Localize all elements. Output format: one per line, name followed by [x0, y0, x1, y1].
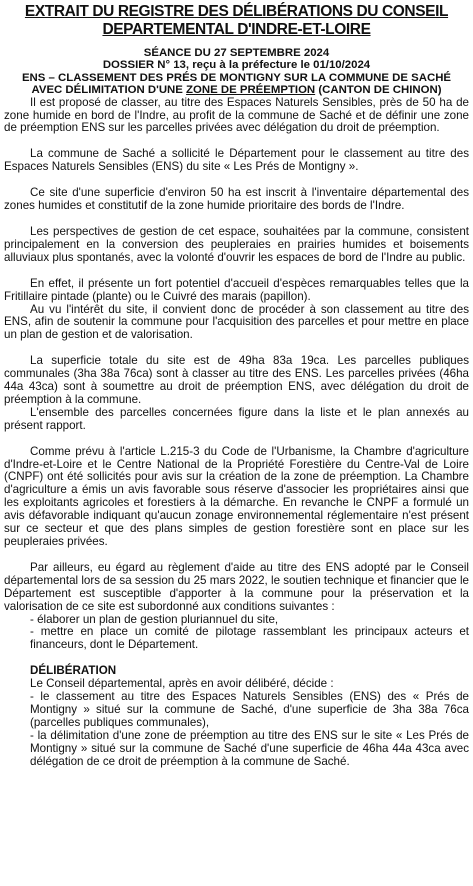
subject-line-2-end: (CANTON DE CHINON) — [315, 84, 442, 97]
paragraph-conditions: Par ailleurs, eu égard au règlement d'aide au titre des ENS adopté par le Conseil départemental lors de sa session du 25 mars 2022, le soutien technique et financier que le Département est susceptible d'apporter à la commune pour la préservation et la valorisation de ce site est subordonné aux conditions suivantes : — [4, 560, 469, 613]
deliberation-item-1: - le classement au titre des Espaces Naturels Sensibles (ENS) des « Prés de Montigny » situé sur la commune de Saché, d'une superficie de 3ha 38a 76ca (parcelles publiques communales), — [30, 690, 469, 729]
session-date: SÉANCE DU 27 SEPTEMBRE 2024 — [143, 47, 330, 59]
dossier-number: DOSSIER N° 13, reçu à la préfecture le 01/10/2024 — [102, 59, 371, 72]
paragraph-parcels: L'ensemble des parcelles concernées figure dans la liste et le plan annexés au présent rapport. — [4, 405, 469, 432]
paragraph-perspectives: Les perspectives de gestion de cet espace, souhaitées par la commune, consistent principalement en la conversion des peupleraies en prairies humides et boisements alluviaux plus spontanés, avec la volonté d'ouvrir les espaces de bord de l'Indre au public. — [4, 224, 469, 264]
session-header — [4, 47, 469, 97]
condition-item-1: - élaborer un plan de gestion pluriannuel du site, — [30, 612, 279, 626]
subject-line-2-start: AVEC DÉLIMITATION D'UNE — [31, 84, 187, 97]
document-title-line-1: EXTRAIT DU REGISTRE DES DÉLIBÉRATIONS DU CONSEIL — [24, 3, 449, 20]
subject-line-1: ENS – CLASSEMENT DES PRÉS DE MONTIGNY SUR LA COMMUNE DE SACHÉ — [21, 71, 452, 84]
subject-line-2 — [4, 84, 469, 96]
deliberation-intro: Le Conseil départemental, après en avoir délibéré, décide : — [30, 677, 334, 691]
document-title-line-2: DEPARTEMENTAL D'INDRE-ET-LOIRE — [102, 21, 371, 38]
paragraph-surface: La superficie totale du site est de 49ha 83a 19ca. Les parcelles publiques communales (3ha 38a 76ca) sont à classer au titre des ENS. Les parcelles privées (46ha 44a 43ca) sont à soumettre au droit de préemption ENS, avec délégation du droit de préemption à la commune. — [4, 354, 469, 406]
paragraph-potential: En effet, il présente un fort potentiel d'accueil d'espèces remarquables telles que la Fritillaire pintade (plante) ou le Cuivré des marais (papillon). — [4, 276, 469, 303]
condition-item-2: - mettre en place un comité de pilotage rassemblant les principaux acteurs et financeurs, dont le Département. — [30, 625, 469, 652]
paragraph-site: Ce site d'une superficie d'environ 50 ha est inscrit à l'inventaire départemental des zones humides et constitutif de la zone humide prioritaire des bords de l'Indre. — [4, 186, 469, 213]
deliberation-item-2: - la délimitation d'une zone de préemption au titre des ENS sur le site « Les Prés de Montigny » situé sur la commune de Saché d'une superficie de 46ha 44a 43ca avec délégation de ce droit de préemption à la commune de Saché. — [30, 728, 469, 768]
paragraph-intro: Il est proposé de classer, au titre des Espaces Naturels Sensibles, près de 50 ha de zone humide en bord de l'Indre, au profit de la commune de Saché et de définir une zone de préemption ENS sur les parcelles privées avec délégation du droit de préemption. — [4, 95, 469, 135]
paragraph-interest: Au vu l'intérêt du site, il convient donc de procéder à son classement au titre des ENS, afin de soutenir la commune pour l'acquisition des parcelles et pour mettre en place un plan de gestion et de valorisation. — [4, 302, 469, 342]
subject-preemption-zone: ZONE DE PRÉEMPTION — [186, 84, 316, 97]
paragraph-request: La commune de Saché a sollicité le Département pour le classement au titre des Espaces Naturels Sensibles (ENS) du site « Les Prés de Montigny ». — [4, 147, 469, 174]
paragraph-consultation: Comme prévu à l'article L.215-3 du Code de l'Urbanisme, la Chambre d'agriculture d'Indre-et-Loire et le Centre National de la Propriété Forestière du Centre-Val de Loire (CNPF) ont été sollicités pour avis sur la création de la zone de préemption. La Chambre d'agriculture a émis un avis favorable sous réserve d'associer les propriétaires ainsi que les exploitants agricoles et forestiers à la démarche. En revanche le CNPF a formulé un avis défavorable indiquant qu'aucun zonage environnemental réglementaire n'est présent sur ce secteur et que des plans simples de gestion forestière sont en place sur les peupleraies privées. — [4, 444, 469, 548]
deliberation-heading: DÉLIBÉRATION — [30, 664, 117, 678]
